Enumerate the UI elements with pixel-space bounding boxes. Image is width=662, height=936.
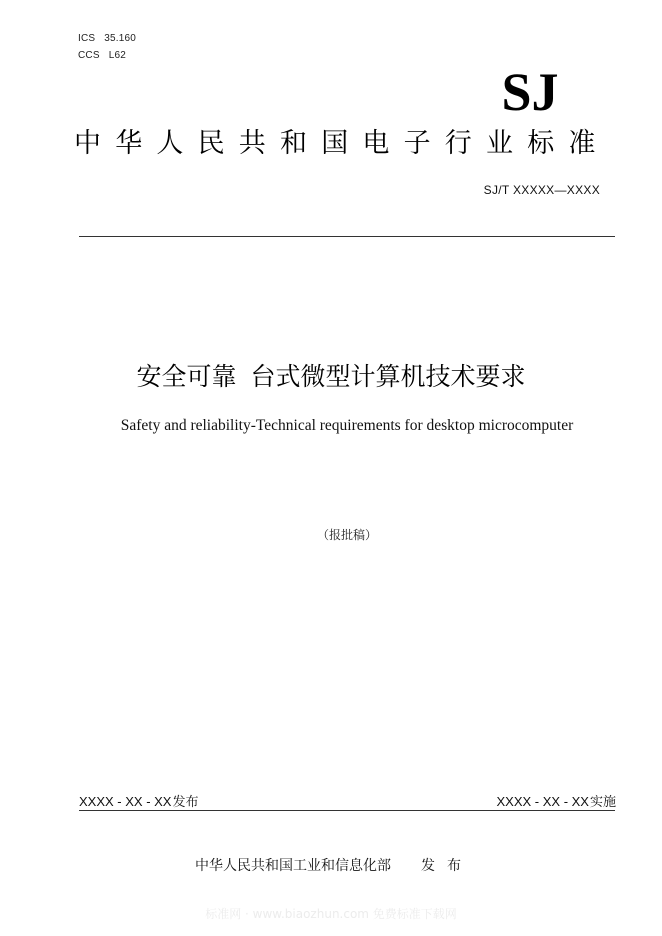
issue-date: XXXX - XX - XX (79, 794, 172, 809)
issuer-name: 中华人民共和国工业和信息化部 (195, 858, 391, 874)
ccs-code-line (78, 50, 126, 61)
ccs-label: CCS (78, 50, 100, 61)
issuer-line (195, 855, 473, 875)
issue-label: 发布 (172, 795, 199, 810)
issuer-verb: 发布 (421, 858, 473, 874)
document-title-cn (0, 360, 662, 394)
ics-code-line (78, 33, 136, 44)
issue-date-line (79, 791, 199, 810)
ics-label: ICS (78, 33, 96, 44)
sj-logo-mark: SJ (501, 62, 559, 122)
footer-divider (79, 810, 615, 811)
implement-label: 实施 (589, 795, 616, 810)
standard-body-title: 中华人民共和国电子行业标准 (74, 128, 610, 159)
standard-number: SJ/T XXXXX—XXXX (483, 183, 600, 197)
header-divider (79, 236, 615, 237)
title-cn-part1: 安全可靠 (136, 362, 237, 391)
title-cn-part2: 台式微型计算机技术要求 (250, 362, 526, 391)
implement-date: XXXX - XX - XX (496, 794, 589, 809)
ics-code: 35.160 (104, 33, 137, 44)
watermark-text: 标准网 · www.biaozhun.com 免费标准下载网 (205, 907, 457, 921)
ccs-code: L62 (108, 50, 126, 61)
draft-status-note: （报批稿） (316, 528, 377, 542)
implement-date-line (497, 791, 617, 810)
document-title-en: Safety and reliability-Technical requirements for desktop microcomputer (120, 417, 574, 434)
